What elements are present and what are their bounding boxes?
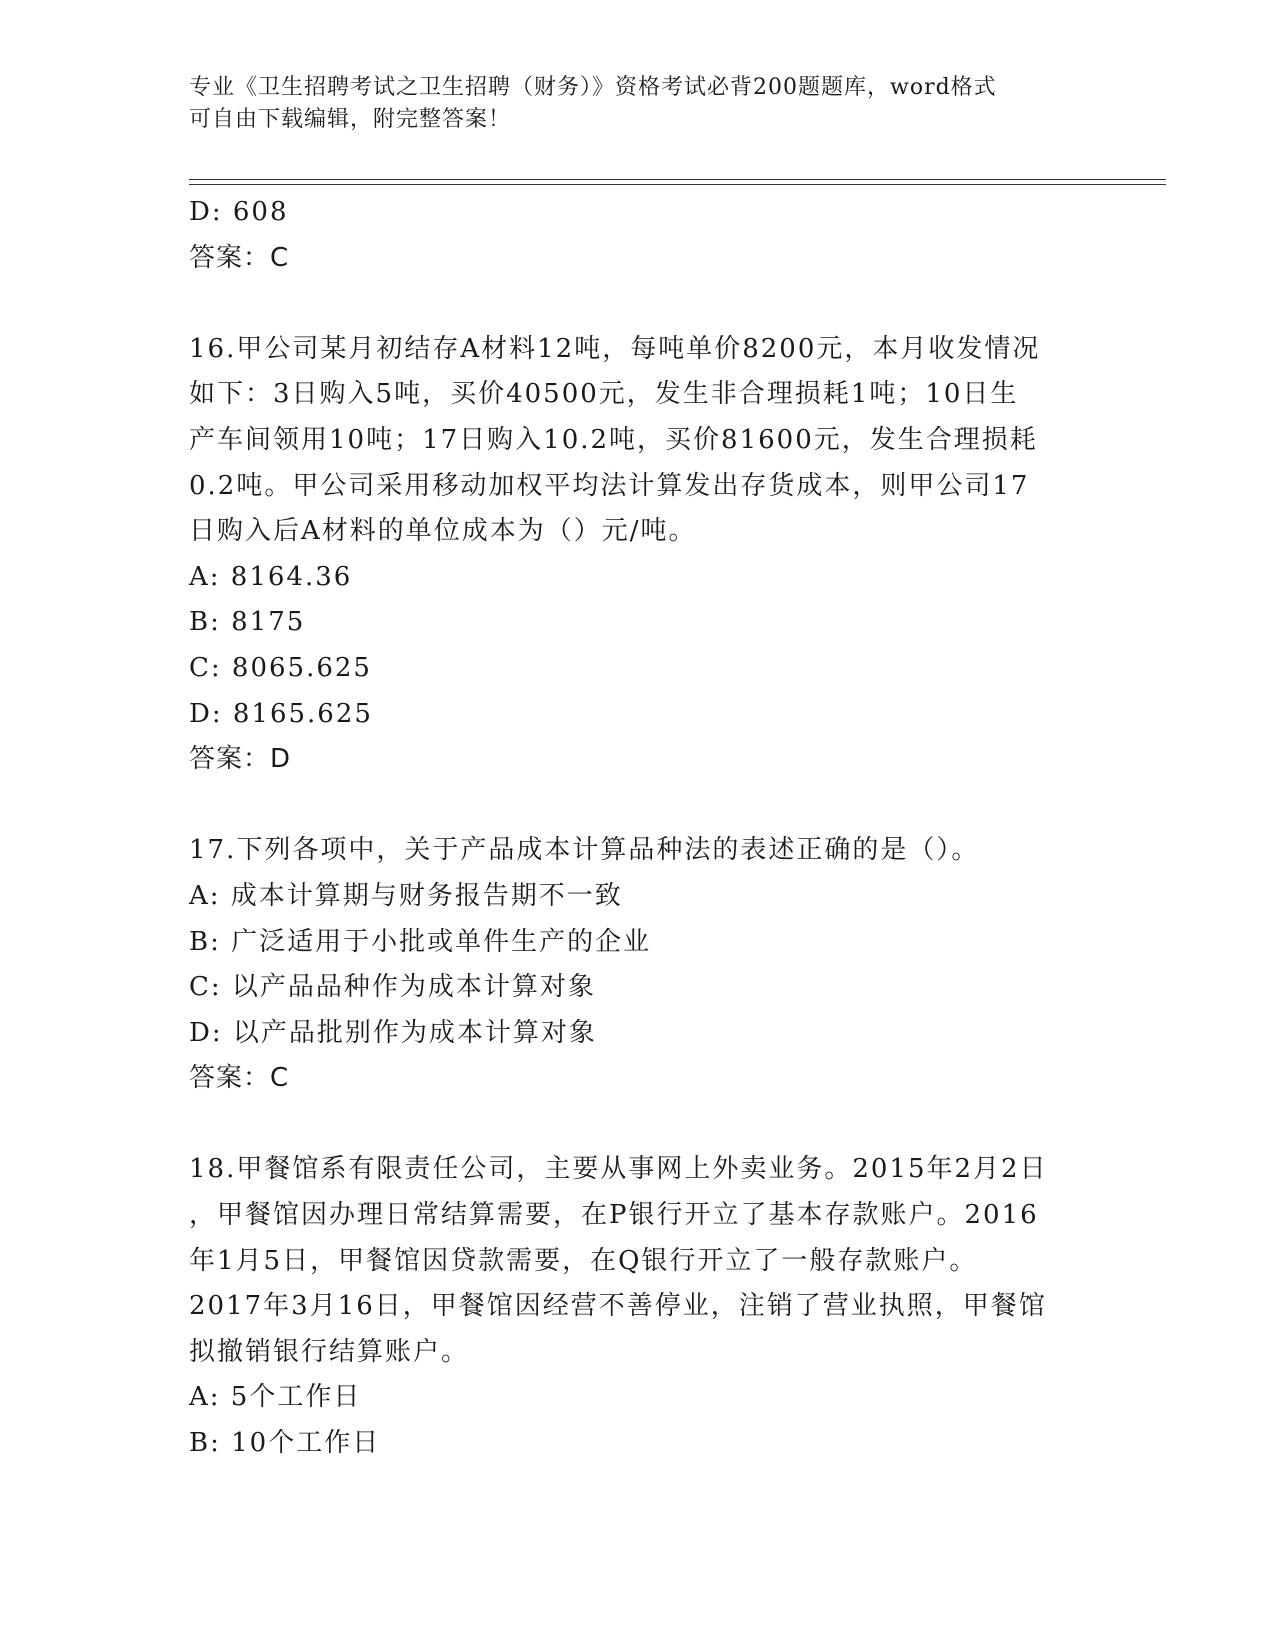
spacer bbox=[189, 783, 1089, 829]
question-18-stem-line: 2017年3月16日，甲餐馆因经营不善停业，注销了营业执照，甲餐馆 bbox=[189, 1291, 1047, 1322]
question-17-option-c: C: 以产品品种作为成本计算对象 bbox=[189, 972, 596, 1003]
header-divider bbox=[189, 179, 1166, 185]
question-17 bbox=[189, 828, 1089, 1102]
question-18-stem-line: 18.甲餐馆系有限责任公司，主要从事网上外卖业务。2015年2月2日 bbox=[189, 1154, 1048, 1185]
question-16-stem-line: 产车间领用10吨；17日购入10.2吨，买价81600元，发生合理损耗 bbox=[189, 424, 1038, 455]
question-17-option-d: D: 以产品批别作为成本计算对象 bbox=[189, 1017, 597, 1048]
question-16-stem-line: 0.2吨。甲公司采用移动加权平均法计算发出存货成本，则甲公司17 bbox=[189, 470, 1030, 501]
question-16-stem-line: 日购入后A材料的单位成本为（）元/吨。 bbox=[189, 516, 697, 547]
prev-option-d: D: 608 bbox=[189, 197, 289, 227]
question-18-option-b: B: 10个工作日 bbox=[189, 1428, 381, 1459]
question-17-stem-line: 17.下列各项中，关于产品成本计算品种法的表述正确的是（）。 bbox=[189, 835, 980, 866]
question-16-option-b: B: 8175 bbox=[189, 607, 306, 638]
question-17-option-a: A: 成本计算期与财务报告期不一致 bbox=[189, 880, 623, 911]
question-16-stem-line: 如下：3日购入5吨，买价40500元，发生非合理损耗1吨；10日生 bbox=[189, 379, 1019, 410]
spacer bbox=[189, 1102, 1089, 1148]
question-content bbox=[189, 190, 1089, 1467]
question-16-option-c: C: 8065.625 bbox=[189, 652, 372, 683]
question-18-option-a: A: 5个工作日 bbox=[189, 1382, 362, 1413]
question-17-option-b: B: 广泛适用于小批或单件生产的企业 bbox=[189, 926, 652, 957]
header-line-1: 专业《卫生招聘考试之卫生招聘（财务）》资格考试必背200题题库，word格式 bbox=[189, 75, 997, 100]
question-16-option-a: A: 8164.36 bbox=[189, 561, 353, 592]
spacer bbox=[189, 281, 1089, 327]
page-header bbox=[189, 72, 1069, 136]
header-line-2: 可自由下载编辑，附完整答案！ bbox=[189, 107, 512, 132]
question-18-stem-line: 年1月5日，甲餐馆因贷款需要，在Q银行开立了一般存款账户。 bbox=[189, 1245, 978, 1276]
question-18 bbox=[189, 1147, 1089, 1466]
question-18-stem-line: ，甲餐馆因办理日常结算需要，在P银行开立了基本存款账户。2016 bbox=[189, 1200, 1039, 1231]
question-18-stem-line: 拟撤销银行结算账户。 bbox=[189, 1336, 470, 1367]
question-17-answer: 答案：C bbox=[189, 1063, 290, 1094]
question-16-stem-line: 16.甲公司某月初结存A材料12吨，每吨单价8200元，本月收发情况 bbox=[189, 333, 1041, 364]
question-16-answer: 答案：D bbox=[189, 744, 292, 775]
question-16 bbox=[189, 327, 1089, 783]
prev-answer: 答案：C bbox=[189, 242, 290, 273]
question-16-option-d: D: 8165.625 bbox=[189, 698, 373, 729]
